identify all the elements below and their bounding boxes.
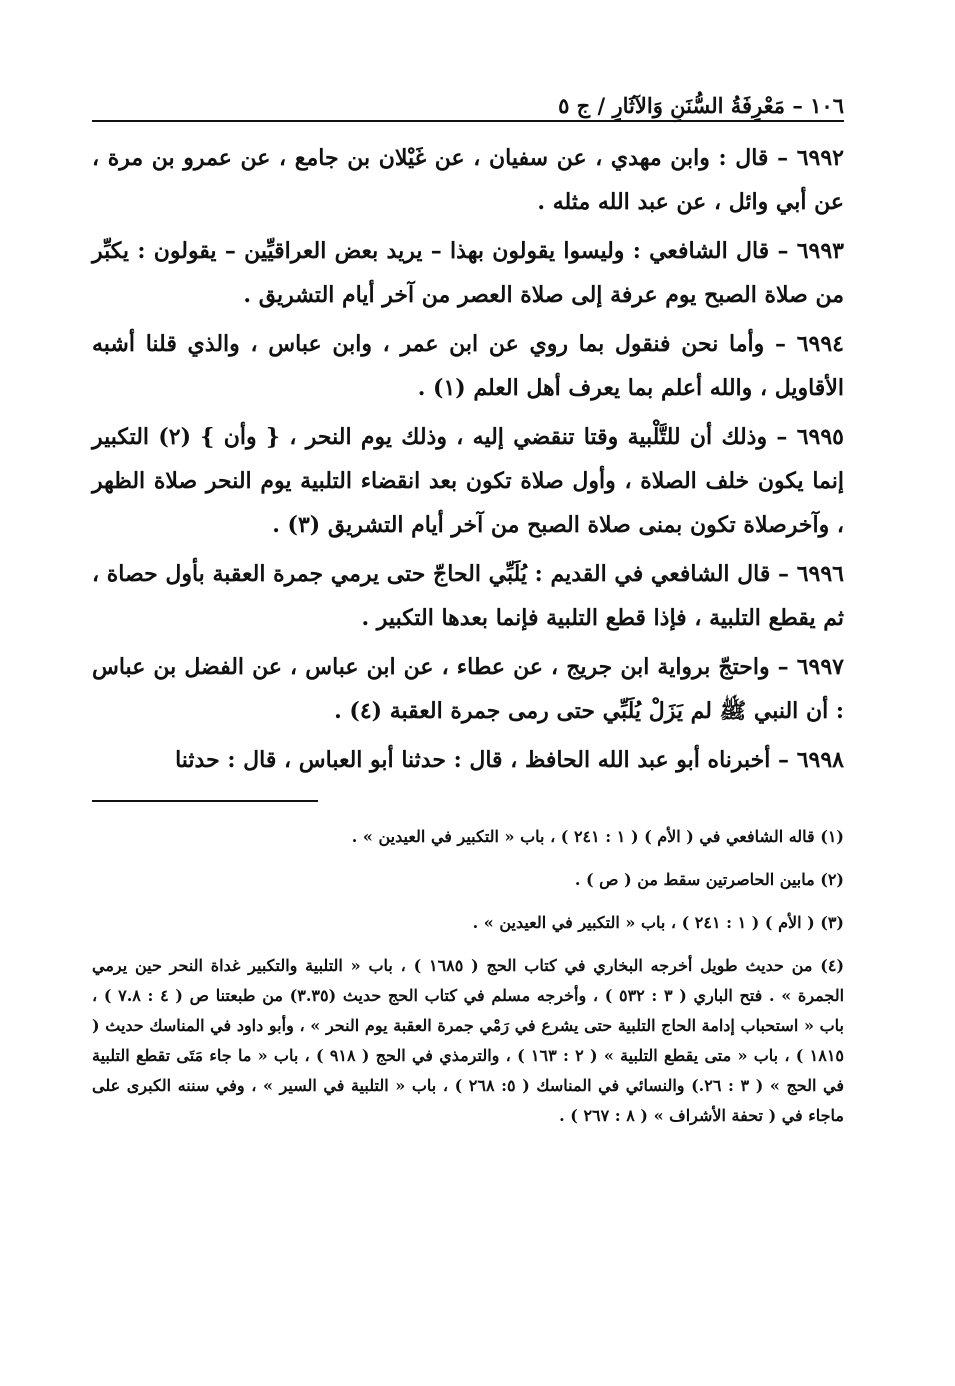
running-head-text: ١٠٦ – مَعْرِفَةُ السُّنَنِ وَالآثَارِ / ج ٥ — [558, 93, 844, 118]
paragraph-text: – أخبرناه أبو عبد الله الحافظ ، قال : حدثنا أبو العباس ، قال : حدثنا — [175, 747, 790, 773]
footnote-separator — [92, 800, 318, 802]
paragraph-6993 — [92, 229, 844, 317]
footnote-4: (٤) من حديث طويل أخرجه البخاري في كتاب الحج ( ١٦٨٥ ) ، باب « التلبية والتكبير غداة النحر حين يرمي الجمرة » . فتح الباري ( ٣ : ٥٣٢ ) ، وأخرجه مسلم في كتاب الحج حديث (٣.٣٥) من طبعتنا ص ( ٤ : ٧.٨ ) ، باب « استحباب إدامة الحاج التلبية حتى يشرع في رَمْي جمرة العقبة يوم النحر » ، وأبو داود في المناسك حديث ( ١٨١٥ ) ، باب « متى يقطع التلبية » ( ٢ : ١٦٣ ) ، والترمذي في الحج ( ٩١٨ ) ، باب « ما جاء مَتَى تقطع التلبية في الحج » ( ٣ : ٢٦.) والنسائي في المناسك ( ٥: ٢٦٨ ) ، باب « التلبية في السير » ، وفي سننه الكبرى على ماجاء في ( تحفة الأشراف » ( ٨ : ٢٦٧ ) . — [92, 956, 845, 1125]
running-header — [92, 84, 844, 122]
paragraph-number: ٦٩٩٧ — [796, 654, 844, 680]
paragraph-text: – قال الشافعي : وليسوا يقولون بهذا – يريد بعض العراقيِّين – يقولون : يكبِّر من صلاة الصبح يوم عرفة إلى صلاة العصر من آخر أيام التشريق . — [92, 238, 844, 308]
paragraph-6997 — [92, 645, 844, 733]
paragraph-number: ٦٩٩٦ — [796, 561, 844, 587]
paragraph-number: ٦٩٩٨ — [796, 747, 844, 773]
book-page — [92, 84, 844, 1284]
paragraph-text: – قال : وابن مهدي ، عن سفيان ، عن غَيْلان بن جامع ، عن عمرو بن مرة ، عن أبي وائل ، عن عبد الله مثله . — [92, 145, 844, 215]
paragraph-number: ٦٩٩٢ — [796, 145, 844, 171]
footnote-3: (٣) ( الأم ) ( ١ : ٢٤١ ) ، باب « التكبير في العيدين » . — [472, 913, 844, 932]
paragraph-text: – وذلك أن للتَّلْبية وقتا تنقضي إليه ، وذلك يوم النحر ، { وأن } (٢) التكبير إنما يكون خلف الصلاة ، وأول صلاة تكون بعد انقضاء التلبية يوم النحر صلاة الظهر ، وآخرصلاة تكون بمنى صلاة الصبح من آخر أيام التشريق (٣) . — [92, 424, 844, 538]
paragraph-6992 — [92, 136, 844, 224]
paragraph-text: – واحتجّ برواية ابن جريج ، عن عطاء ، عن ابن عباس ، عن الفضل بن عباس : أن النبي ﷺ لم يَزَلْ يُلَبِّي حتى رمى جمرة العقبة (٤) . — [92, 654, 844, 724]
main-text — [92, 136, 844, 782]
footnote-1: (١) قاله الشافعي في ( الأم ) ( ١ : ٢٤١ ) ، باب « التكبير في العيدين » . — [351, 827, 844, 846]
paragraph-number: ٦٩٩٥ — [796, 424, 844, 450]
paragraph-6998 — [92, 738, 844, 782]
paragraph-6996 — [92, 552, 844, 640]
paragraph-number: ٦٩٩٤ — [796, 331, 844, 357]
footnotes — [92, 822, 844, 1131]
footnote-2: (٢) مابين الحاصرتين سقط من ( ص ) . — [574, 870, 844, 889]
paragraph-6994 — [92, 322, 844, 410]
paragraph-6995 — [92, 415, 844, 547]
paragraph-text: – قال الشافعي في القديم : يُلَبِّي الحاجّ حتى يرمي جمرة العقبة بأول حصاة ، ثم يقطع التلبية ، فإذا قطع التلبية فإنما بعدها التكبير . — [92, 561, 844, 631]
paragraph-number: ٦٩٩٣ — [796, 238, 844, 264]
paragraph-text: – وأما نحن فنقول بما روي عن ابن عمر ، وابن عباس ، والذي قلنا أشبه الأقاويل ، والله أعلم بما يعرف أهل العلم (١) . — [92, 331, 844, 401]
